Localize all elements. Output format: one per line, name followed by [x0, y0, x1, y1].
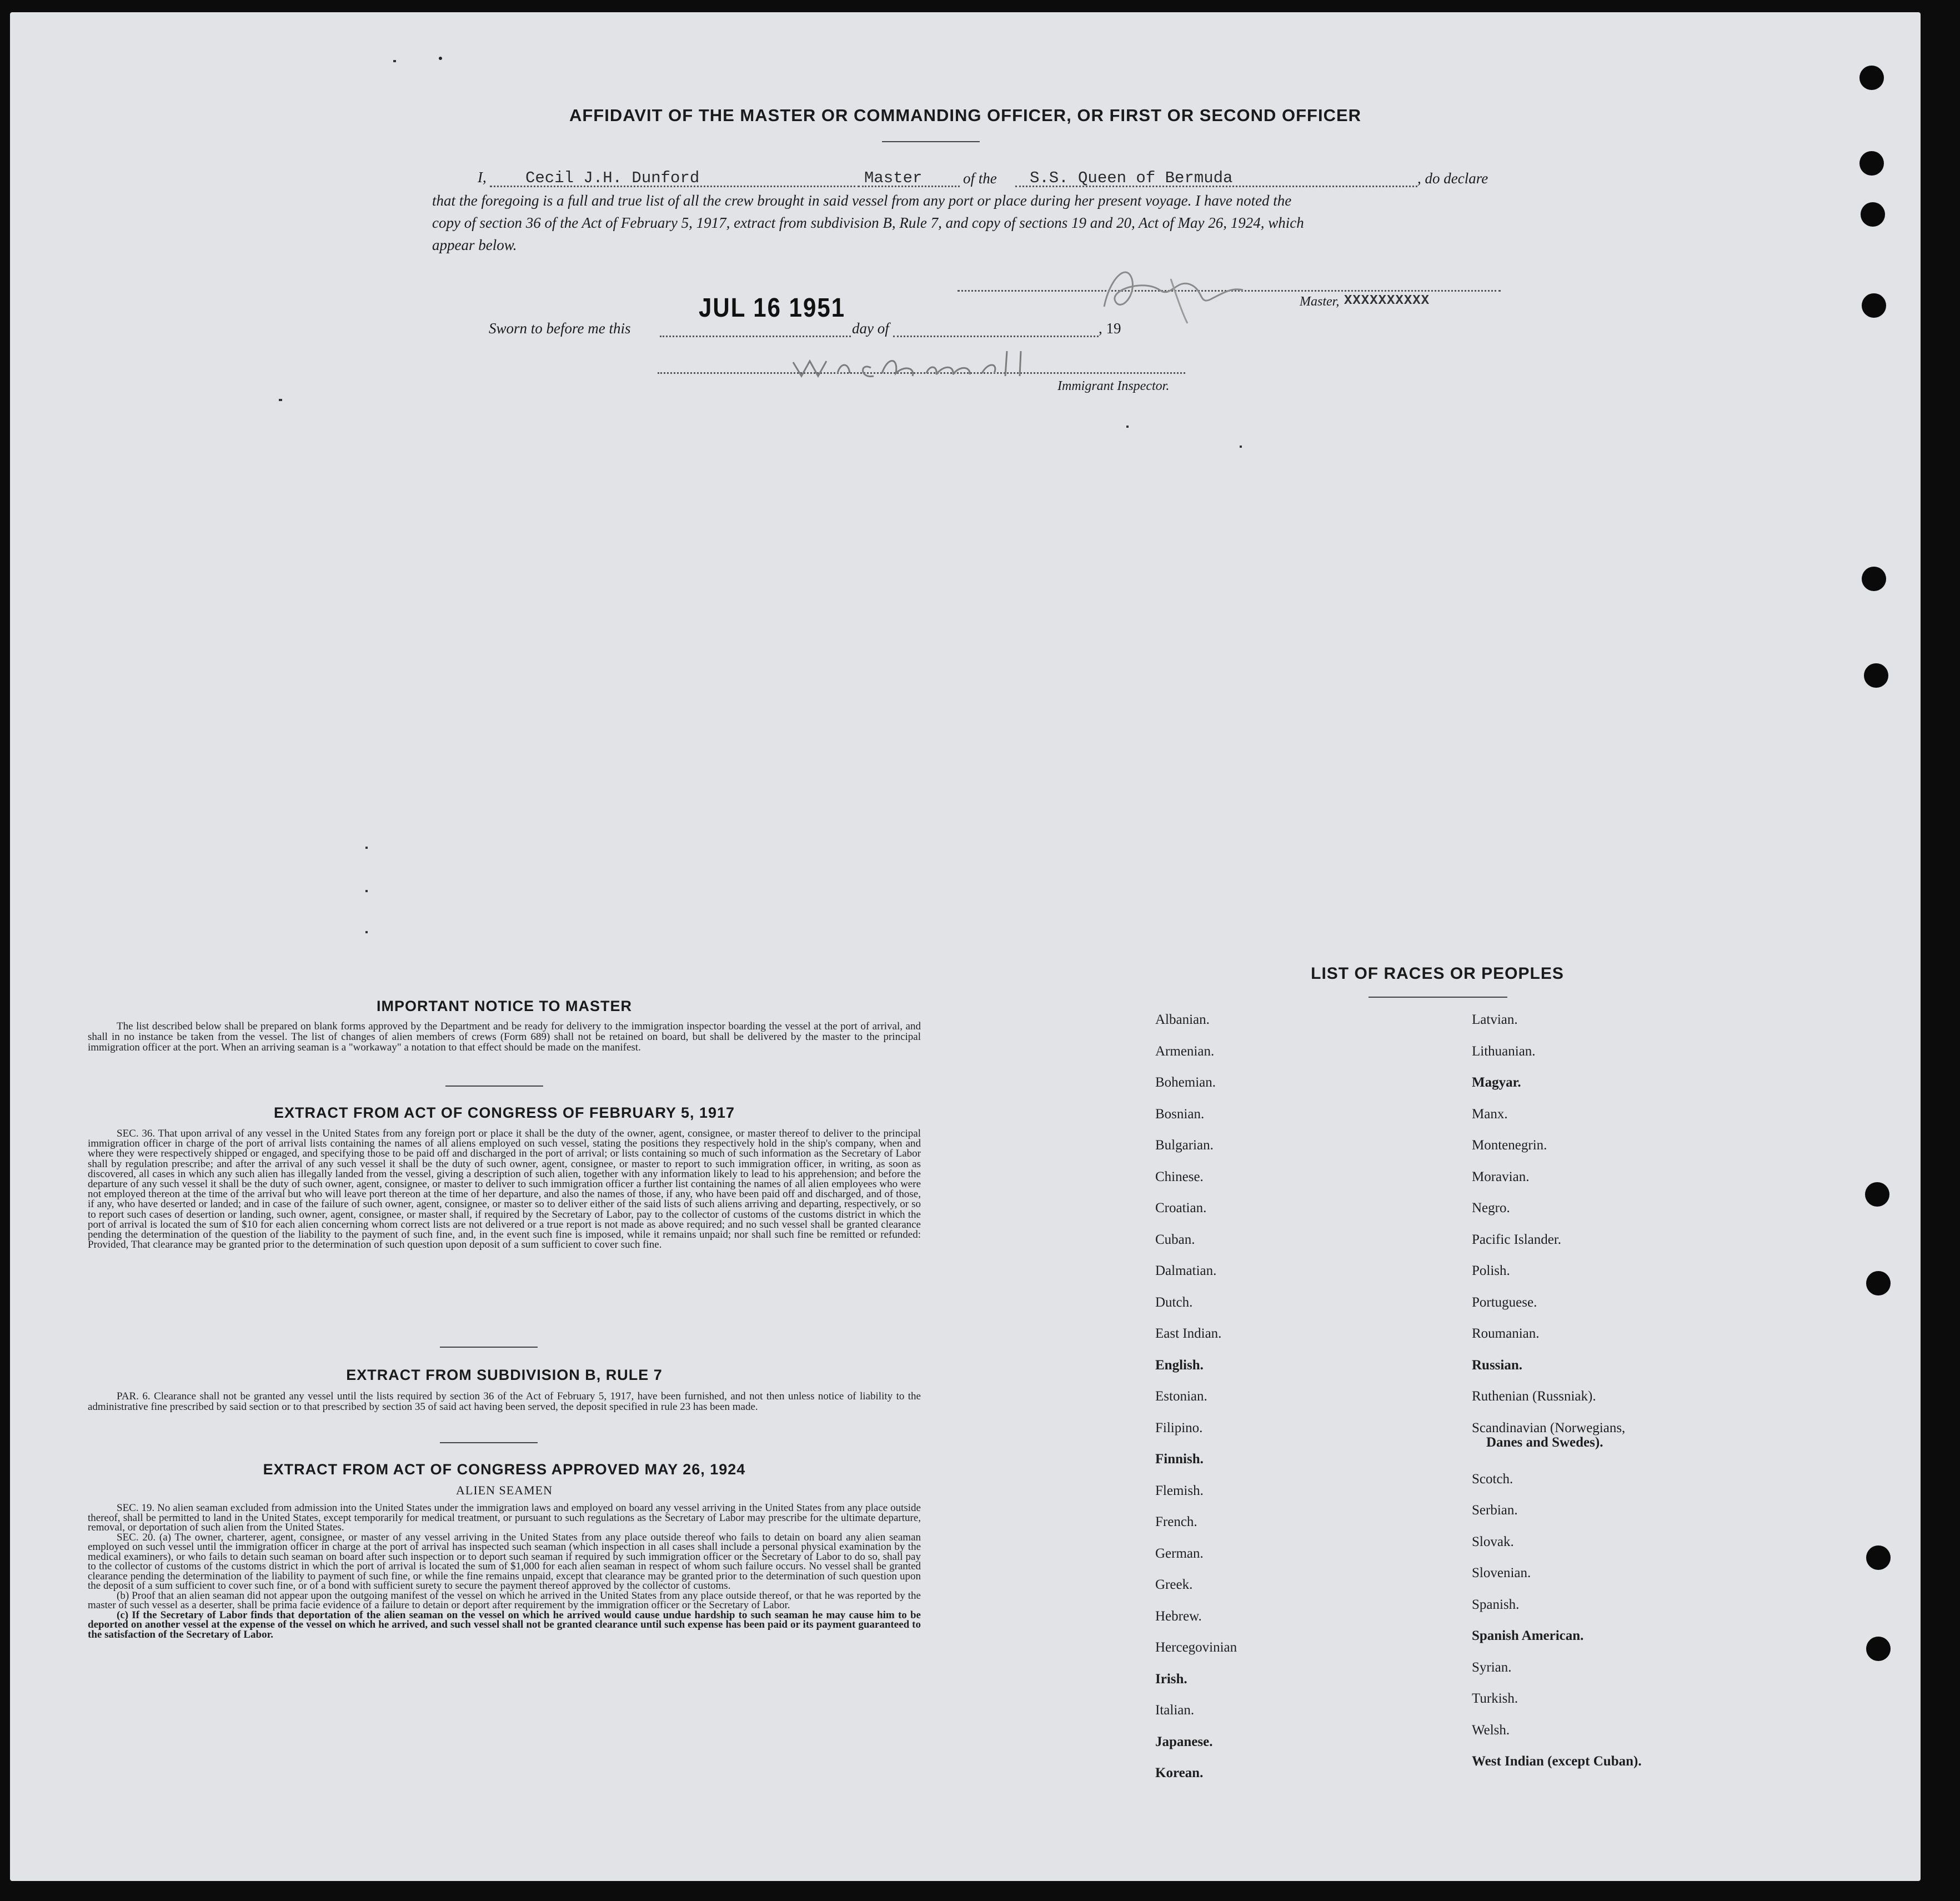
race-item: Montenegrin.	[1472, 1138, 1547, 1153]
binder-hole	[1859, 151, 1884, 176]
sworn-day-line	[660, 336, 851, 337]
race-item: Croatian.	[1155, 1200, 1207, 1215]
race-item: Bulgarian.	[1155, 1138, 1214, 1153]
race-item: Scotch.	[1472, 1472, 1513, 1487]
affidavit-line-3: copy of section 36 of the Act of February 5, 1917, extract from subdivision B, Rule 7, and copy of sections 19 and 20, Act of May 26, 1924, which	[432, 214, 1304, 231]
race-item: Danes and Swedes).	[1486, 1435, 1603, 1450]
scan-speck	[365, 847, 368, 849]
race-item: Korean.	[1155, 1765, 1204, 1780]
race-item: Spanish.	[1472, 1597, 1520, 1612]
affidavit-line-2: that the foregoing is a full and true list of all the crew brought in said vessel from any port or place during her present voyage. I have noted the	[432, 192, 1292, 209]
notice-text: The list described below shall be prepared on blank forms approved by the Department and be ready for delivery to the immigration inspector boarding the vessel at the port of arrival, and shall in no instance be taken from the vessel. The list of changes of alien members of crews (Form 689) shall not be retained on board, but shall be delivered by the master to the principal immigration officer at the port. When an arriving seaman is a "workaway" a notation to that effect should be made on the manifest.	[88, 1020, 921, 1053]
race-item: Armenian.	[1155, 1044, 1215, 1059]
rule7-rule	[440, 1442, 538, 1443]
race-item: Scandinavian (Norwegians,	[1472, 1420, 1626, 1435]
race-item: German.	[1155, 1546, 1204, 1561]
race-item: Chinese.	[1155, 1169, 1204, 1184]
race-item: Irish.	[1155, 1672, 1187, 1687]
race-item: Dutch.	[1155, 1295, 1193, 1310]
binder-hole	[1866, 1637, 1891, 1661]
race-item: Lithuanian.	[1472, 1044, 1536, 1059]
race-item: Filipino.	[1155, 1420, 1203, 1435]
race-item: Cuban.	[1155, 1232, 1195, 1247]
document-page	[10, 12, 1921, 1881]
extract-1924-body	[88, 1503, 921, 1639]
race-item: English.	[1155, 1358, 1204, 1373]
race-item: Spanish American.	[1472, 1628, 1584, 1643]
race-item: Russian.	[1472, 1358, 1523, 1373]
rule7-title: EXTRACT FROM SUBDIVISION B, RULE 7	[346, 1367, 663, 1383]
title-rule	[882, 141, 980, 142]
races-rule	[1369, 997, 1507, 998]
binder-hole	[1866, 1545, 1891, 1570]
race-item: Albanian.	[1155, 1012, 1210, 1027]
scan-speck	[365, 931, 368, 933]
affidavit-line-4: appear below.	[432, 237, 517, 253]
race-item: Polish.	[1472, 1263, 1510, 1278]
extract-1917-title: EXTRACT FROM ACT OF CONGRESS OF FEBRUARY 5, 1917	[273, 1104, 735, 1121]
race-item: Portuguese.	[1472, 1295, 1537, 1310]
race-item: Magyar.	[1472, 1075, 1521, 1090]
race-item: Turkish.	[1472, 1691, 1518, 1706]
race-item: Latvian.	[1472, 1012, 1518, 1027]
race-item: Finnish.	[1155, 1452, 1204, 1467]
struck-title: XXXXXXXXXX	[1344, 293, 1430, 308]
race-item: Welsh.	[1472, 1723, 1510, 1738]
race-item: Estonian.	[1155, 1389, 1207, 1404]
master-name: Cecil J.H. Dunford	[525, 169, 700, 187]
master-rank: Master	[864, 169, 923, 187]
race-item: Japanese.	[1155, 1734, 1213, 1749]
notice-title: IMPORTANT NOTICE TO MASTER	[377, 998, 632, 1014]
inspector-label: Immigrant Inspector.	[1057, 379, 1170, 393]
scan-speck	[1240, 446, 1242, 448]
race-item: Manx.	[1472, 1107, 1508, 1122]
day-of-label: day of	[852, 320, 889, 337]
sec-19-text: SEC. 19. No alien seaman excluded from admission into the United States under the immigration laws and employed on board any vessel arriving in the United States from any place outside thereof, shall be permitted to land in the United States, except temporarily for medical treatment, or pursuant to such regulations as the Secretary of Labor may prescribe for the ultimate departure, removal, or deportation of such alien from the United States.	[88, 1502, 921, 1533]
race-item: Hercegovinian	[1155, 1640, 1237, 1655]
race-item: Ruthenian (Russniak).	[1472, 1389, 1596, 1404]
extract-1924-title: EXTRACT FROM ACT OF CONGRESS APPROVED MAY 26, 1924	[263, 1461, 746, 1478]
master-signature	[1093, 246, 1260, 329]
affidavit-title: AFFIDAVIT OF THE MASTER OR COMMANDING OFFICER, OR FIRST OR SECOND OFFICER	[569, 106, 1362, 125]
scan-speck	[365, 890, 368, 892]
scan-speck	[393, 60, 396, 62]
race-item: Roumanian.	[1472, 1326, 1540, 1341]
race-item: Bohemian.	[1155, 1075, 1216, 1090]
race-item: Italian.	[1155, 1703, 1195, 1718]
race-item: Pacific Islander.	[1472, 1232, 1562, 1247]
scan-speck	[439, 57, 442, 60]
race-item: East Indian.	[1155, 1326, 1222, 1341]
vessel-name: S.S. Queen of Bermuda	[1030, 169, 1233, 187]
binder-hole	[1859, 66, 1884, 90]
race-item: Hebrew.	[1155, 1609, 1202, 1624]
race-item: Flemish.	[1155, 1483, 1204, 1498]
master-signature-label: Master,	[1300, 294, 1340, 309]
inspector-signature	[788, 346, 1043, 384]
races-title: LIST OF RACES OR PEOPLES	[1311, 964, 1564, 983]
sworn-month-line	[893, 336, 1099, 337]
rank-line	[862, 186, 960, 187]
race-item: French.	[1155, 1514, 1197, 1529]
binder-hole	[1866, 1271, 1891, 1295]
notice-rule	[445, 1085, 543, 1087]
binder-hole	[1861, 202, 1885, 227]
binder-hole	[1864, 663, 1888, 688]
race-item: Slovenian.	[1472, 1565, 1531, 1580]
race-item: Syrian.	[1472, 1660, 1512, 1675]
extract-1917-text: SEC. 36. That upon arrival of any vessel in the United States from any foreign port or place it shall be the duty of the owner, agent, consignee, or master thereof to deliver to the principal immigration officer in charge of the port of arrival lists containing the names of all aliens employed on such vessel, stating the positions they respectively hold in the ship's company, when and where they were respectively shipped or engaged, and specifying those to be paid off and discharged in the port of arrival; or lists containing so much of such information as the Secretary of Labor shall by regulation prescribe; and after the arrival of any such vessel it shall be the duty of such owner, agent, consignee, or master to report to such immigration officer, in writing, as soon as discovered, all cases in which any such alien has illegally landed from the vessel, giving a description of such alien, together with any information likely to lead to his apprehension; and before the departure of any such vessel it shall be the duty of such owner, agent, consignee, or master to deliver to such immigration officer a further list containing the names of all alien employees who were not employed thereon at the time of the arrival but who will leave port thereon at the time of her departure, and also the names of those, if any, who have been paid off and discharged, and of those, if any, who have deserted or landed; and in case of the failure of such owner, agent, consignee, or master so to deliver either of the said lists of such aliens arriving and departing, respectively, or so to report such cases of desertion or landing, such owner, agent, consignee, or master shall, if required by the Secretary of Labor, pay to the collector of customs of the customs district in which the port of arrival is located the sum of $10 for each alien concerning whom correct lists are not delivered or a true report is not made as above required; and no such vessel shall be granted clearance pending the determination of the question of the liability to the payment of such fine, and, in the event such fine is imposed, while it remains unpaid; nor shall such fine be remitted or refunded: Provided, That clearance may be granted prior to the determination of such question upon deposit of a sum sufficient to cover such fine.	[88, 1128, 921, 1251]
do-declare-label: , do declare	[1417, 170, 1488, 187]
race-item: Negro.	[1472, 1200, 1510, 1215]
race-item: Dalmatian.	[1155, 1263, 1217, 1278]
scan-speck	[279, 399, 282, 401]
extract-1917-rule	[440, 1347, 538, 1348]
sec-20a-text: SEC. 20. (a) The owner, charterer, agent, consignee, or master of any vessel arriving in the United States from any place outside thereof who fails to detain on board any alien seaman employed on such vessel until the immigration officer in charge at the port of arrival has inspected such seaman (which inspection in all cases shall include a personal physical examination by the medical examiners), or who fails to detain such seaman on board after such inspection or to deport such seaman if required by such immigration officer or the Secretary of Labor to do so, shall pay to the collector of customs of the customs district in which the port of arrival is located the sum of $1,000 for each alien seaman in respect of whom such failure occurs. No vessel shall be granted clearance pending the determination of the liability to payment of such fine, or while the fine remains unpaid, except that clearance may be granted prior to the determination of such question upon the deposit of a sum sufficient to cover such fine, or of a bond with sufficient surety to secure the payment thereof approved by the collector of customs.	[88, 1531, 921, 1592]
race-item: Slovak.	[1472, 1534, 1514, 1549]
year-prefix: , 19	[1099, 320, 1121, 337]
of-the-label: of the	[963, 170, 997, 187]
sec-20c-text: (c) If the Secretary of Labor finds that deportation of the alien seaman on the vessel on which he arrived would cause undue hardship to such seaman he may cause him to be deported on another vessel at the expense of the vessel on which he arrived, and such vessel shall not be granted clearance until such expense has been paid or its payment guaranteed to the satisfaction of the Secretary of Labor.	[88, 1609, 921, 1640]
scan-speck	[1126, 426, 1129, 428]
rule7-text: PAR. 6. Clearance shall not be granted any vessel until the lists required by section 36 of the Act of February 5, 1917, have been furnished, and not then unless notice of liability to the administrative fine prescribed by said section or to that prescribed by section 35 of said act having been served, the deposit specified in rule 23 has been made.	[88, 1390, 921, 1413]
sec-20b-text: (b) Proof that an alien seaman did not appear upon the outgoing manifest of the vessel on which he arrived in the United States from any place outside thereof, or that he was reported by the master of such vessel as a deserter, shall be prima facie evidence of a failure to detain or deport after requirement by the immigration officer or the Secretary of Labor.	[88, 1589, 921, 1611]
race-item: Moravian.	[1472, 1169, 1530, 1184]
sworn-label: Sworn to before me this	[489, 320, 631, 337]
race-item: West Indian (except Cuban).	[1472, 1754, 1642, 1769]
race-item: Greek.	[1155, 1577, 1193, 1592]
affidavit-i-label: I,	[478, 169, 487, 186]
date-stamp: JUL 16 1951	[699, 292, 846, 323]
race-item: Bosnian.	[1155, 1107, 1205, 1122]
binder-hole	[1862, 567, 1886, 591]
binder-hole	[1865, 1182, 1889, 1207]
binder-hole	[1862, 293, 1886, 318]
race-item: Serbian.	[1472, 1503, 1518, 1518]
extract-1924-subtitle: ALIEN SEAMEN	[456, 1483, 553, 1497]
